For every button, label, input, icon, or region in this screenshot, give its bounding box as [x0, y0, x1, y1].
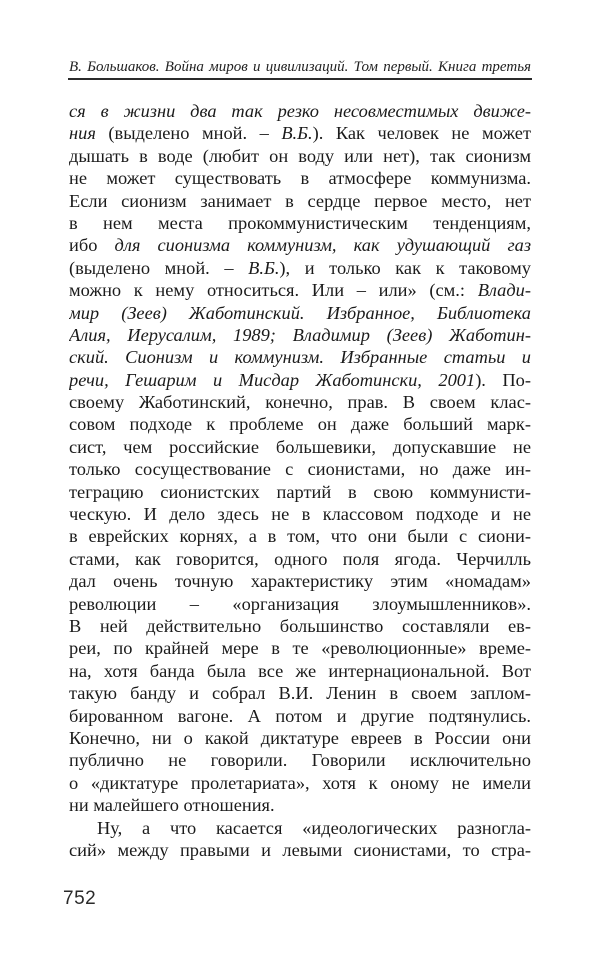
text-line	[69, 682, 531, 704]
text-segment: дышать в воде (любит он воду или нет), так сионизм	[69, 145, 531, 166]
page-number: 752	[63, 888, 97, 909]
text-line	[69, 772, 531, 794]
italic-text-segment: ся в жизни два так резко несовместимых движе-	[69, 101, 531, 121]
text-segment: ). По-	[475, 369, 531, 390]
text-segment: стами, как говорится, одного поля ягода. Черчилль	[69, 548, 531, 569]
text-segment: ), и только как к таковому	[279, 257, 531, 278]
text-line	[69, 436, 531, 458]
text-line	[69, 100, 531, 122]
text-line	[69, 391, 531, 413]
text-segment: В ней действительно большинство составляли ев-	[69, 615, 531, 636]
text-segment: такую банду и собрал В.И. Ленин в своем заплом-	[69, 683, 531, 704]
text-line	[69, 503, 531, 525]
text-segment: ибо	[69, 235, 115, 256]
italic-text-segment: для сионизма коммунизм, как удушающий газ	[114, 235, 531, 256]
text-line	[69, 413, 531, 435]
text-line	[69, 167, 531, 189]
text-segment: совом подходе к проблеме он даже больший марк-	[69, 414, 531, 435]
text-segment: можно к нему относиться. Или – или» (см.:	[69, 280, 478, 301]
text-segment: дал очень точную характеристику этим «номадам»	[69, 571, 531, 592]
header-rule	[68, 78, 532, 80]
text-line	[69, 257, 531, 279]
text-line	[69, 212, 531, 234]
text-segment: бированном вагоне. А потом и другие подтянулись.	[69, 705, 531, 726]
text-segment: ни малейшего отношения.	[69, 795, 275, 816]
text-segment: на, хотя банда была все же интернациональной. Вот	[69, 660, 531, 681]
italic-text-segment: речи, Гешарим и Мисдар Жаботински, 2001	[69, 369, 476, 390]
text-line	[69, 817, 531, 839]
text-line	[69, 839, 531, 861]
text-segment: реи, по крайней мере в те «революционные» време-	[69, 638, 531, 659]
text-line	[69, 548, 531, 570]
italic-text-segment: ния	[69, 123, 96, 144]
text-line	[69, 660, 531, 682]
italic-text-segment: В.Б.	[281, 123, 313, 144]
italic-text-segment: мир (Зеев) Жаботинский. Избранное, Библиотека	[69, 302, 531, 323]
text-segment: революции – «организация злоумышленников».	[69, 593, 531, 614]
text-segment: (выделено мной. –	[95, 123, 282, 144]
text-segment: Конечно, ни о какой диктатуре евреев в России они	[69, 727, 531, 748]
text-segment: ческую. И дело здесь не в классовом подходе и не	[69, 504, 531, 525]
text-segment: в нем места прокоммунистическим тенденциям,	[69, 212, 531, 233]
text-line	[69, 145, 531, 167]
italic-text-segment: Влади-	[477, 280, 531, 301]
text-segment: ). Как человек не может	[312, 123, 531, 144]
text-segment: теграцию сионистских партий в свою коммунисти-	[69, 481, 531, 502]
text-segment: Ну, а что касается «идеологических разногла-	[97, 817, 531, 838]
text-segment: о «диктатуре пролетариата», хотя к оному не имели	[69, 772, 531, 793]
text-line	[69, 749, 531, 771]
text-line	[69, 190, 531, 212]
text-line	[69, 593, 531, 615]
text-line	[69, 279, 531, 301]
text-line	[69, 458, 531, 480]
body-text	[69, 100, 531, 861]
text-line	[69, 369, 531, 391]
text-segment: в еврейских корнях, а в том, что они были с сиони-	[69, 526, 531, 547]
text-segment: не может существовать в атмосфере коммунизма.	[69, 168, 531, 189]
text-line	[69, 525, 531, 547]
text-line	[69, 234, 531, 256]
text-segment: сий» между правыми и левыми сионистами, то стра-	[69, 839, 531, 860]
text-line	[69, 637, 531, 659]
text-line	[69, 615, 531, 637]
text-line	[69, 705, 531, 727]
text-line	[69, 122, 531, 144]
running-head: В. Большаков. Война миров и цивилизаций. Том первый. Книга третья	[69, 59, 531, 75]
italic-text-segment: ский. Сионизм и коммунизм. Избранные статьи и	[69, 347, 531, 368]
text-line	[69, 481, 531, 503]
text-segment: Если сионизм занимает в сердце первое место, нет	[69, 190, 531, 211]
text-line	[69, 570, 531, 592]
text-segment: своему Жаботинский, конечно, прав. В своем клас-	[69, 392, 531, 413]
text-segment: (выделено мной. –	[69, 257, 249, 278]
italic-text-segment: В.Б.	[248, 257, 280, 278]
text-segment: сист, чем российские большевики, допускавшие не	[69, 436, 531, 457]
text-line	[69, 346, 531, 368]
text-segment: только сосуществование с сионистами, но даже ин-	[69, 459, 531, 480]
text-line	[69, 302, 531, 324]
text-segment: публично не говорили. Говорили исключительно	[69, 750, 531, 771]
text-line	[69, 727, 531, 749]
text-line	[69, 324, 531, 346]
italic-text-segment: Алия, Иерусалим, 1989; Владимир (Зеев) Жаботин-	[69, 324, 531, 345]
text-line	[69, 794, 531, 816]
